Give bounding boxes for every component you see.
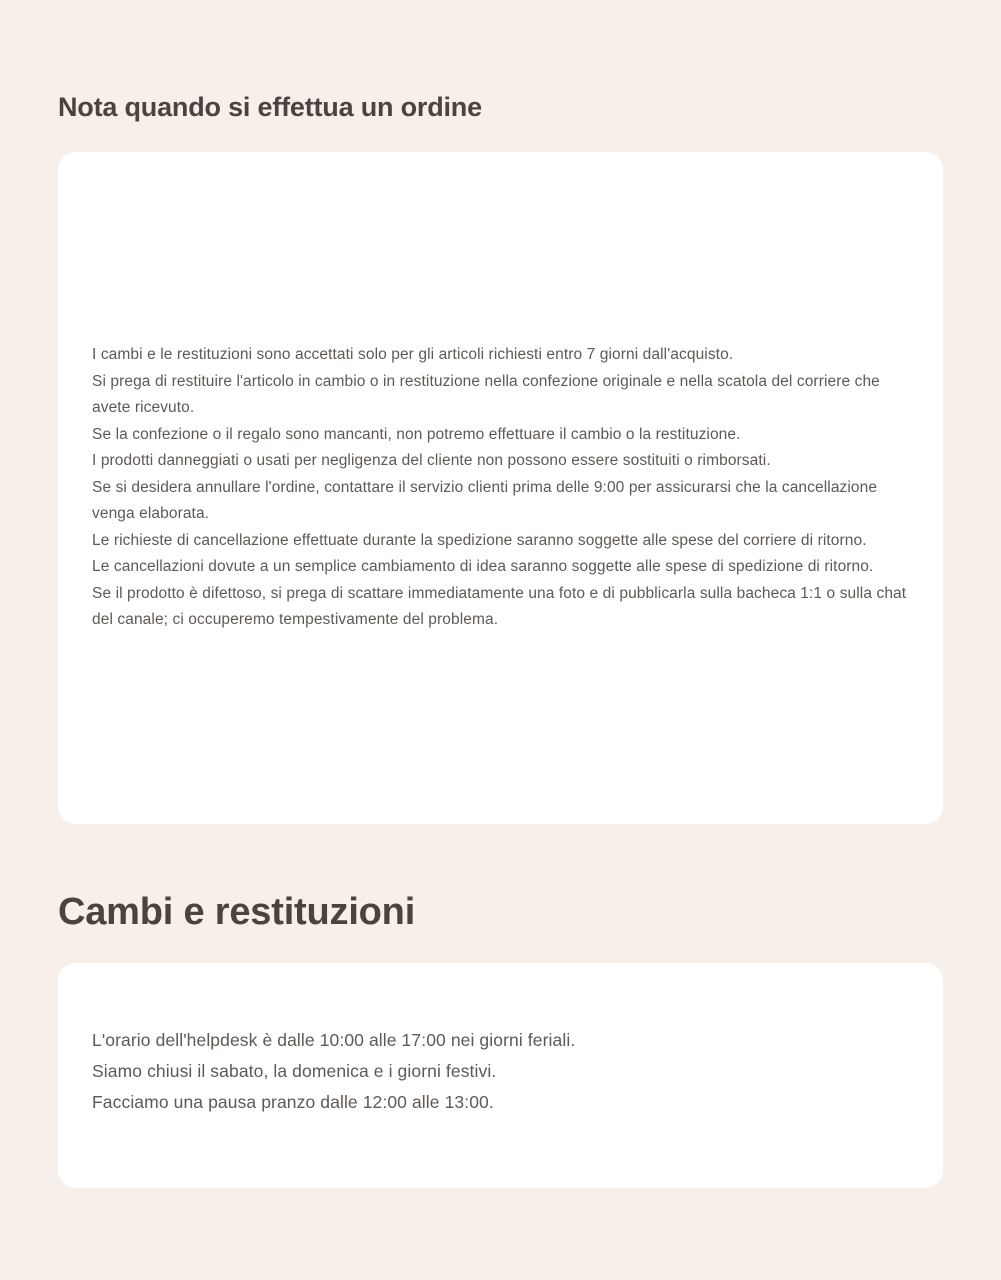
notice-line: Le richieste di cancellazione effettuate durante la spedizione saranno soggette alle spese del corriere di ritorno. xyxy=(92,531,867,549)
order-notice-card xyxy=(58,152,943,824)
section-order-notice xyxy=(58,0,943,824)
page-title: Nota quando si effettua un ordine xyxy=(58,92,482,122)
notice-line: Se il prodotto è difettoso, si prega di scattare immediatamente una foto e di pubblicarla sulla bacheca 1:1 o sulla chat del canale; ci occuperemo tempestivamente del problema. xyxy=(92,584,907,628)
notice-line: Se si desidera annullare l'ordine, contattare il servizio clienti prima delle 9:00 per assicurarsi che la cancellazione venga elaborata. xyxy=(92,478,878,522)
helpdesk-hours-card xyxy=(58,963,943,1188)
notice-line: Se la confezione o il regalo sono mancanti, non potremo effettuare il cambio o la restituzione. xyxy=(92,425,741,443)
notice-line: Si prega di restituire l'articolo in cambio o in restituzione nella confezione originale e nella scatola del corriere che avete ricevuto. xyxy=(92,372,880,416)
section-heading: Cambi e restituzioni xyxy=(58,890,416,933)
section-exchanges-returns xyxy=(58,824,943,1188)
hours-line: Facciamo una pausa pranzo dalle 12:00 alle 13:00. xyxy=(92,1091,494,1112)
hours-line: L'orario dell'helpdesk è dalle 10:00 alle 17:00 nei giorni feriali. xyxy=(92,1029,576,1050)
hours-line: Siamo chiusi il sabato, la domenica e i giorni festivi. xyxy=(92,1060,497,1081)
notice-line: Le cancellazioni dovute a un semplice cambiamento di idea saranno soggette alle spese di spedizione di ritorno. xyxy=(92,558,874,575)
notice-line: I cambi e le restituzioni sono accettati solo per gli articoli richiesti entro 7 giorni dall'acquisto. xyxy=(92,346,734,363)
bottom-spacer xyxy=(58,1188,943,1268)
notice-line: I prodotti danneggiati o usati per negligenza del cliente non possono essere sostituiti o rimborsati. xyxy=(92,452,771,469)
